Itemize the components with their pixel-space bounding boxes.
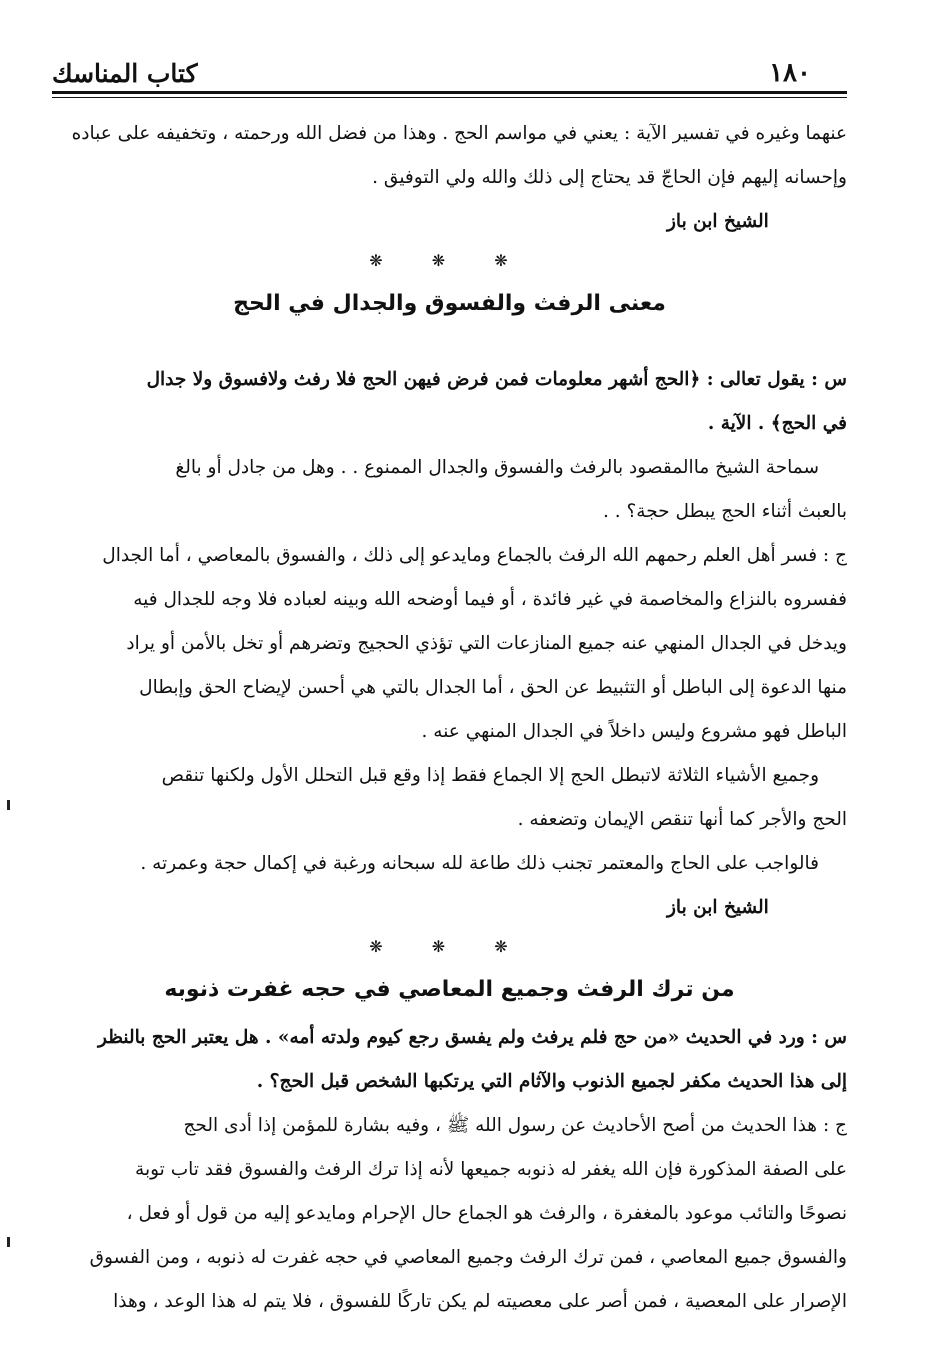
answer-line: ج : فسر أهل العلم رحمهم الله الرفث بالجماع ومايدعو إلى ذلك ، والفسوق بالمعاصي ، أما الجدال [102, 545, 847, 566]
question-line: س : يقول تعالى : ﴿الحج أشهر معلومات فمن فرض فيهن الحج فلا رفث ولافسوق ولا جدال [146, 369, 847, 390]
header-rule-thick [52, 91, 847, 94]
answer-line: منها الدعوة إلى الباطل أو التثبيط عن الحق ، أما الجدال بالتي هي أحسن لإيضاح الحق وإبطال [139, 677, 847, 698]
book-page [52, 52, 847, 1324]
text-line: بالعبث أثناء الحج يبطل حجة؟ . . [602, 501, 847, 522]
answer-line: والفسوق جميع المعاصي ، فمن ترك الرفث وجميع المعاصي في حجه غفرت له ذنوبه ، ومن الفسوق [89, 1247, 847, 1268]
running-title: كتاب المناسك [52, 59, 198, 88]
answer [52, 1104, 847, 1324]
page-header [52, 52, 847, 88]
answer-line: على الصفة المذكورة فإن الله يغفر له ذنوبه جميعها لأنه إذا ترك الرفث والفسوق فقد تاب توبة [135, 1159, 847, 1180]
text-line: وإحسانه إليهم فإن الحاجّ قد يحتاج إلى ذلك والله ولي التوفيق . [372, 167, 847, 188]
text-line: وجميع الأشياء الثلاثة لاتبطل الحج إلا الجماع فقط إذا وقع قبل التحلل الأول ولكنها تنقص [161, 765, 819, 786]
section-title: معنى الرفث والفسوق والجدال في الحج [233, 291, 666, 316]
text-line: الحج والأجر كما أنها تنقص الإيمان وتضعفه . [517, 809, 847, 830]
signature: الشيخ ابن باز [667, 211, 769, 232]
answer-line: الإصرار على المعصية ، فمن أصر على معصيته لم يكن تاركًا للفسوق ، فلا يتم له هذا الوعد ، وهذا [113, 1291, 847, 1312]
scan-edge-mark [7, 800, 10, 810]
answer-line: نصوحًا والتائب موعود بالمغفرة ، والرفث هو الجماع حال الإحرام ومايدعو إليه من قول أو فعل ، [126, 1203, 847, 1224]
question [52, 1016, 847, 1104]
question [52, 358, 847, 446]
page-number: ١٨٠ [769, 58, 811, 88]
answer-paragraph-2 [52, 754, 847, 842]
text-line: سماحة الشيخ ماالمقصود بالرفث والفسوق والجدال الممنوع . . وهل من جادل أو بالغ [175, 457, 819, 478]
intro-paragraph [52, 112, 847, 200]
question-line: س : ورد في الحديث «من حج فلم يرفث ولم يفسق رجع كيوم ولدته أمه» . هل يعتبر الحج بالنظر [98, 1027, 847, 1048]
question-line: إلى هذا الحديث مكفر لجميع الذنوب والآثام التي يرتكبها الشخص قبل الحج؟ . [256, 1071, 847, 1092]
answer-line: ففسروه بالنزاع والمخاصمة في غير فائدة ، أو فيما أوضحه الله وبينه لعباده فلا وجه للجدال فيه [133, 589, 847, 610]
answer-paragraph-3: فالواجب على الحاج والمعتمر تجنب ذلك طاعة لله سبحانه ورغبة في إكمال حجة وعمرته . [140, 853, 819, 874]
answer [52, 534, 847, 754]
answer-line: ج : هذا الحديث من أصح الأحاديث عن رسول الله ﷺ ، وفيه بشارة للمؤمن إذا أدى الحج [183, 1115, 847, 1136]
header-rule-thin [52, 97, 847, 98]
section-separator: ❋ ❋ ❋ [369, 937, 530, 956]
signature: الشيخ ابن باز [667, 897, 769, 918]
section-title: من ترك الرفث وجميع المعاصي في حجه غفرت ذنوبه [164, 977, 735, 1002]
answer-line: ويدخل في الجدال المنهي عنه جميع المنازعات التي تؤذي الحجيج وتضرهم أو تخل بالأمن أو يراد [126, 633, 847, 654]
scan-edge-mark [7, 1237, 10, 1247]
question-line: في الحج﴾ . الآية . [707, 413, 847, 434]
text-line: عنهما وغيره في تفسير الآية : يعني في مواسم الحج . وهذا من فضل الله ورحمته ، وتخفيفه على عباده [71, 123, 847, 144]
answer-line: الباطل فهو مشروع وليس داخلاً في الجدال المنهي عنه . [421, 721, 847, 742]
section-separator: ❋ ❋ ❋ [369, 251, 530, 270]
question-detail [52, 446, 847, 534]
